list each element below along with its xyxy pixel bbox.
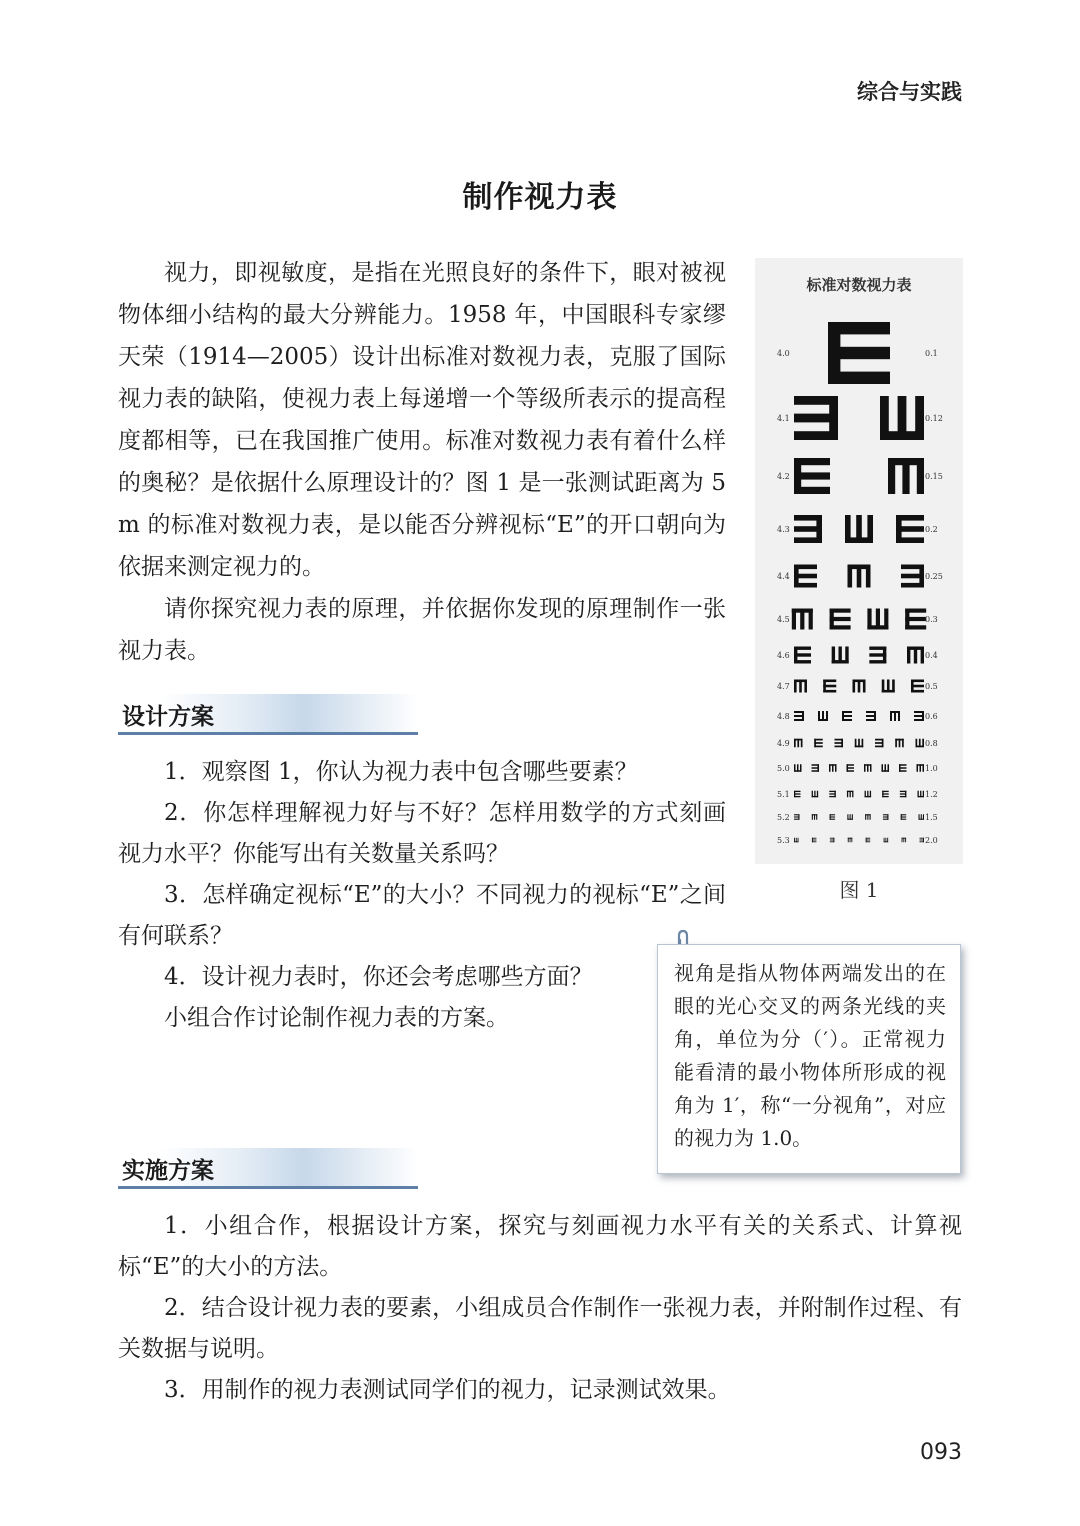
eye-chart-row	[777, 836, 938, 845]
optotype-e	[830, 838, 835, 843]
eye-chart-row	[777, 565, 943, 588]
vision-value-decimal: 0.5	[925, 682, 938, 691]
eye-chart-row	[777, 813, 938, 822]
vision-value-5-point: 4.3	[777, 525, 790, 534]
optotype-e	[895, 739, 904, 748]
optotype-e	[814, 739, 823, 748]
optotype-e	[792, 609, 813, 630]
eye-chart-row	[777, 680, 938, 693]
figure-caption: 图 1	[839, 878, 879, 902]
optotype-e	[901, 565, 924, 588]
intro-paragraph-1: 视力，即视敏度，是指在光照良好的条件下，眼对被视物体细小结构的最大分辨能力。1958 年，中国眼科专家缪天荣（1914—2005）设计出标准对数视力表，克服了国际视力表的缺陷，使视力表上每递增一个等级所表示的提高程度都相等，已在我国推广使用。标准对数视力表有着什么样的奥秘？是依据什么原理设计的？图 1 是一张测试距离为 5 m 的标准对数视力表，是以能否分辨视标“E”的开口朝向为依据来测定视力的。	[118, 260, 726, 580]
optotype-e	[882, 764, 890, 772]
vision-value-5-point: 5.1	[777, 790, 790, 799]
optotype-e	[865, 814, 871, 820]
vision-value-5-point: 4.5	[777, 615, 790, 624]
note-box	[657, 944, 961, 1174]
optotype-e	[890, 711, 900, 721]
optotype-e	[847, 814, 853, 820]
optotype-e	[869, 647, 886, 664]
eye-chart-row	[777, 647, 938, 664]
optotype-e	[794, 791, 801, 798]
vision-value-5-point: 5.0	[777, 764, 790, 773]
vision-value-5-point: 4.7	[777, 682, 790, 691]
vision-value-5-point: 4.2	[777, 472, 790, 481]
optotype-e	[918, 791, 925, 798]
optotype-e	[848, 565, 871, 588]
optotype-e	[794, 838, 799, 843]
optotype-e	[882, 791, 889, 798]
optotype-e	[919, 814, 925, 820]
vision-value-decimal: 0.15	[925, 472, 943, 481]
eye-chart-drawing	[755, 258, 963, 864]
optotype-e	[794, 647, 811, 664]
design-item-1: 1．观察图 1，你认为视力表中包含哪些要素？	[164, 759, 638, 785]
vision-value-decimal: 0.4	[925, 651, 938, 660]
eye-chart-row	[777, 790, 938, 799]
vision-value-5-point: 4.9	[777, 739, 790, 748]
design-list	[118, 752, 726, 1039]
vision-value-decimal: 1.2	[925, 790, 938, 799]
vision-value-5-point: 5.2	[777, 813, 790, 822]
optotype-e	[882, 680, 895, 693]
optotype-e	[866, 838, 871, 843]
vision-value-5-point: 4.4	[777, 572, 790, 581]
optotype-e	[900, 791, 907, 798]
optotype-e	[920, 838, 925, 843]
optotype-e	[875, 739, 884, 748]
optotype-e	[853, 680, 866, 693]
eye-chart-row	[777, 458, 943, 494]
eye-chart-row	[777, 711, 938, 721]
vision-value-5-point: 5.3	[777, 836, 790, 845]
vision-value-decimal: 0.2	[925, 525, 938, 534]
optotype-e	[794, 739, 803, 748]
optotype-e	[842, 711, 852, 721]
implementation-item-1: 1．小组合作，根据设计方案，探究与刻画视力水平有关的关系式、计算视标“E”的大小的方法。	[118, 1213, 962, 1280]
optotype-e	[823, 680, 836, 693]
eye-chart-row	[777, 515, 938, 543]
optotype-e	[794, 680, 807, 693]
note-text: 视角是指从物体两端发出的在眼的光心交叉的两条光线的夹角，单位为分（′）。正常视力能看清的最小物体所形成的视角为 1′，称“一分视角”，对应的视力为 1.0。	[674, 961, 946, 1150]
implementation-heading-label: 实施方案	[122, 1158, 214, 1184]
optotype-e	[905, 609, 926, 630]
page-title: 制作视力表	[462, 180, 618, 215]
optotype-e	[902, 838, 907, 843]
implementation-item-3: 3．用制作的视力表测试同学们的视力，记录测试效果。	[164, 1377, 731, 1403]
eye-chart-row	[777, 739, 938, 748]
optotype-e	[794, 565, 817, 588]
optotype-e	[794, 711, 804, 721]
optotype-e	[865, 791, 872, 798]
intro-paragraph-2: 请你探究视力表的原理，并依据你发现的原理制作一张视力表。	[118, 596, 726, 664]
design-item-2: 2．你怎样理解视力好与不好？怎样用数学的方式刻画视力水平？你能写出有关数量关系吗？	[118, 800, 726, 867]
optotype-e	[884, 838, 889, 843]
vision-value-decimal: 0.25	[925, 572, 943, 581]
optotype-e	[847, 791, 854, 798]
eye-chart-row	[777, 322, 938, 384]
vision-value-decimal: 1.5	[925, 813, 938, 822]
eye-chart-row	[777, 609, 938, 630]
optotype-e	[828, 322, 890, 384]
eye-chart-row	[777, 396, 943, 440]
optotype-e	[812, 791, 819, 798]
design-closing: 小组合作讨论制作视力表的方案。	[164, 1005, 509, 1031]
optotype-e	[901, 814, 907, 820]
vision-value-decimal: 0.1	[925, 349, 938, 358]
eye-chart-title: 标准对数视力表	[806, 276, 912, 294]
optotype-e	[907, 647, 924, 664]
optotype-e	[794, 515, 822, 543]
optotype-e	[830, 609, 851, 630]
optotype-e	[829, 764, 837, 772]
vision-value-5-point: 4.8	[777, 712, 790, 721]
page-number: 093	[920, 1440, 962, 1465]
optotype-e	[818, 711, 828, 721]
design-heading-label: 设计方案	[122, 704, 214, 730]
optotype-e	[880, 396, 924, 440]
optotype-e	[866, 711, 876, 721]
optotype-e	[864, 764, 872, 772]
vision-value-decimal: 0.8	[925, 739, 938, 748]
vision-value-decimal: 2.0	[925, 836, 938, 845]
optotype-e	[899, 764, 907, 772]
optotype-e	[883, 814, 889, 820]
eye-chart-figure	[755, 258, 963, 864]
optotype-e	[867, 609, 888, 630]
optotype-e	[812, 814, 818, 820]
optotype-e	[794, 814, 800, 820]
implementation-list	[118, 1206, 962, 1411]
vision-value-decimal: 0.12	[925, 414, 943, 423]
design-section-heading	[118, 694, 418, 735]
optotype-e	[832, 647, 849, 664]
implementation-item-2: 2．结合设计视力表的要素，小组成员合作制作一张视力表，并附制作过程、有关数据与说明。	[118, 1295, 962, 1362]
optotype-e	[855, 739, 864, 748]
chapter-section-label: 综合与实践	[857, 80, 962, 104]
implementation-section-heading	[118, 1148, 418, 1189]
optotype-e	[896, 515, 924, 543]
optotype-e	[917, 764, 925, 772]
optotype-e	[911, 680, 924, 693]
optotype-e	[835, 739, 844, 748]
optotype-e	[794, 764, 802, 772]
optotype-e	[794, 458, 830, 494]
vision-value-5-point: 4.6	[777, 651, 790, 660]
vision-value-decimal: 0.6	[925, 712, 938, 721]
optotype-e	[888, 458, 924, 494]
optotype-e	[794, 396, 838, 440]
design-item-3: 3．怎样确定视标“E”的大小？不同视力的视标“E”之间有何联系？	[118, 882, 726, 949]
optotype-e	[812, 764, 820, 772]
optotype-e	[847, 764, 855, 772]
optotype-e	[848, 838, 853, 843]
optotype-e	[830, 814, 836, 820]
vision-value-5-point: 4.1	[777, 414, 790, 423]
vision-value-decimal: 0.3	[925, 615, 938, 624]
optotype-e	[845, 515, 873, 543]
optotype-e	[914, 711, 924, 721]
intro-text	[118, 252, 726, 672]
optotype-e	[812, 838, 817, 843]
optotype-e	[829, 791, 836, 798]
optotype-e	[916, 739, 925, 748]
vision-value-5-point: 4.0	[777, 349, 790, 358]
design-item-4: 4．设计视力表时，你还会考虑哪些方面？	[164, 964, 593, 990]
vision-value-decimal: 1.0	[925, 764, 938, 773]
eye-chart-row	[777, 764, 938, 773]
